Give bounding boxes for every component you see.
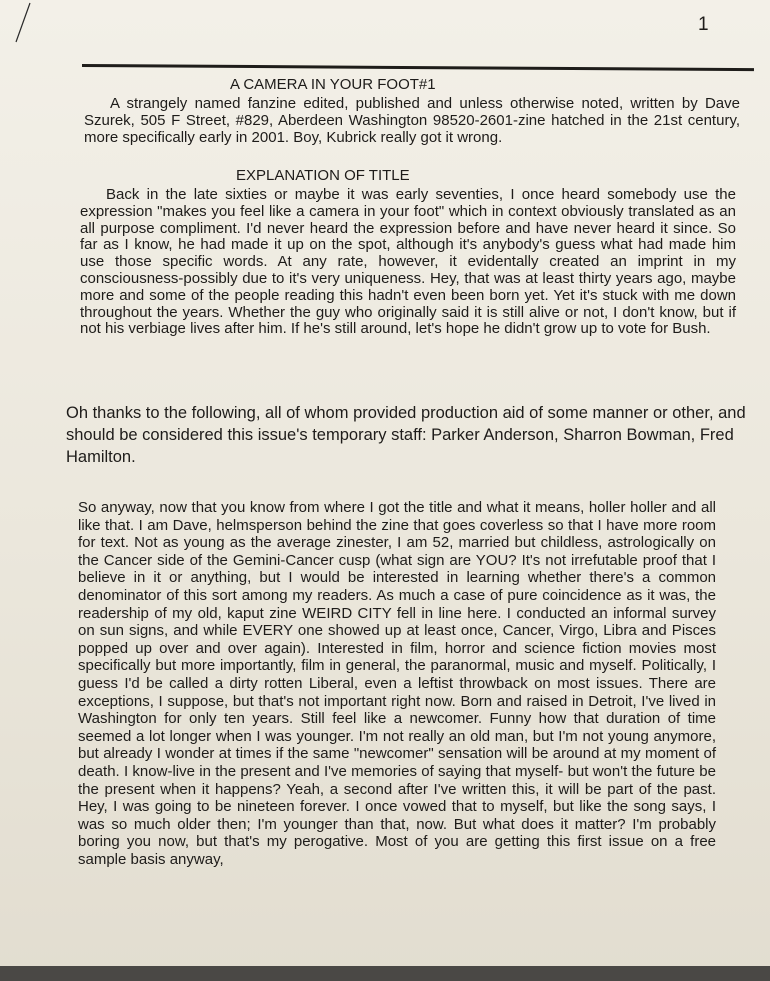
intro-paragraph: A strangely named fanzine edited, published and unless otherwise noted, written by Dave Szurek, 505 F Street, #829, Aberdeen Washington 98520-2601-zine hatched in the 21st century, more specifically early in 2001. Boy, Kubrick really got it wrong.	[84, 95, 740, 146]
page-number: 1	[698, 14, 709, 35]
page-bottom-edge	[0, 966, 770, 981]
explanation-paragraph: Back in the late sixties or maybe it was early seventies, I once heard somebody use the expression "makes you feel like a camera in your foot" which in context obviously translated as an all purpose compliment. I'd never heard the expression before and have never heard it since. So far as I know, he had made it up on the spot, although it's anybody's guess what had made him use those specific words. At any rate, however, it evidentally created an imprint in my consciousness-possibly due to it's very uniqueness. Hey, that was at least thirty years ago, maybe more and some of the people reading this hadn't even been born yet. Yet it's stuck with me down throughout the years. Whether the guy who originally said it is still alive or not, I don't know, but if not his verbiage lives after him. If he's still around, let's hope he didn't grow up to vote for Bush.	[80, 186, 736, 338]
header-rule	[82, 64, 754, 71]
pen-stroke-mark	[0, 0, 40, 50]
page-title: A CAMERA IN YOUR FOOT#1	[230, 76, 436, 93]
thanks-paragraph: Oh thanks to the following, all of whom provided production aid of some manner or other, and should be considered this issue's temporary staff: Parker Anderson, Sharron Bowman, Fred Hamilton.	[66, 404, 746, 466]
body-paragraph: So anyway, now that you know from where I got the title and what it means, holler holler and all like that. I am Dave, helmsperson behind the zine that goes coverless so that I have more room for text. Not as young as the average zinester, I am 52, married but childless, astrologically on the Cancer side of the Gemini-Cancer cusp (what sign are YOU? It's not irrefutable proof that I believe in it or anything, but I would be interested in learning whether there's a common denominator of this sort among my readers. As much a case of pure coincidence as it was, the readership of my old, kaput zine WEIRD CITY fell in line here. I conducted an informal survey on sun signs, and while EVERY one showed up at least once, Cancer, Virgo, Libra and Pisces popped up over and over again). Interested in film, horror and science fiction movies most specifically but more importantly, film in general, the paranormal, music and myself. Politically, I guess I'd be called a dirty rotten Liberal, even a leftist throwback on most issues. There are exceptions, I suppose, but that's not important right now. Born and raised in Detroit, I've lived in Washington for only ten years. Still feel like a newcomer. Funny how that duration of time seemed a lot longer when I was younger. I'm not really an old man, but I'm not young anymore, but already I wonder at times if the same "newcomer" sensation will be around at my moment of death. I know-live in the present and I've memories of saying that myself- but won't the future be the present when it happens? Yeah, a second after I've written this, it will be part of the past. Hey, I was going to be nineteen forever. I once vowed that to myself, but like the song says, I was so much older then; I'm younger than that, now. But what does it matter? I'm probably boring you now, but that's my perogative. Most of you are getting this first issue on a free sample basis anyway,	[78, 499, 716, 868]
section-heading: EXPLANATION OF TITLE	[236, 167, 410, 184]
